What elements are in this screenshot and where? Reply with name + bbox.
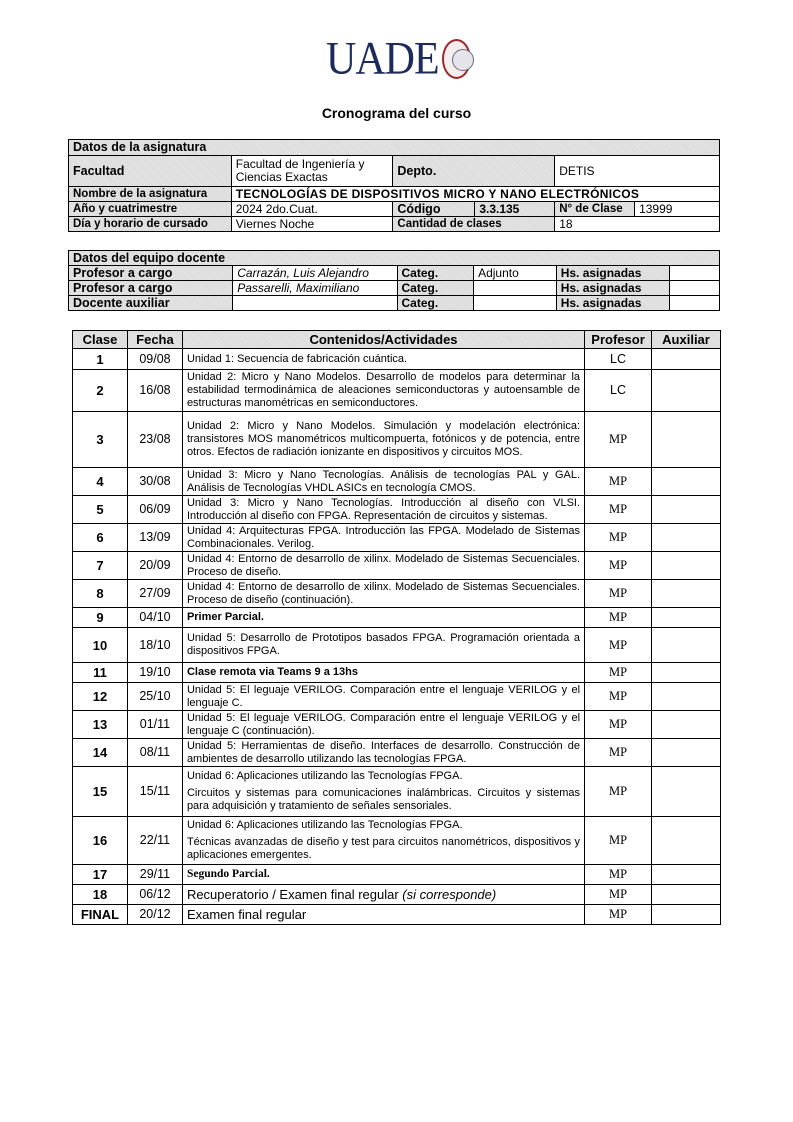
auxiliar [652, 608, 721, 628]
fecha: 18/10 [127, 628, 182, 663]
contenido-text: Recuperatorio / Examen final regular [186, 887, 403, 902]
nclase-value: 13999 [635, 202, 720, 217]
profesor: MP [585, 608, 652, 628]
clase-number: 15 [73, 767, 128, 817]
auxiliar [652, 412, 721, 468]
codigo-value: 3.3.135 [475, 202, 555, 217]
profesor: MP [585, 683, 652, 711]
profesor: MP [585, 865, 652, 885]
hs-label: Hs. asignadas [556, 266, 669, 281]
profesor: MP [585, 739, 652, 767]
header-auxiliar: Auxiliar [652, 331, 721, 349]
profesor: MP [585, 524, 652, 552]
table-row [73, 817, 721, 865]
contenido: Examen final regular [182, 905, 584, 925]
header-contenidos: Contenidos/Actividades [182, 331, 584, 349]
profesor: MP [585, 711, 652, 739]
fecha: 23/08 [127, 412, 182, 468]
auxiliar [652, 767, 721, 817]
fecha: 13/09 [127, 524, 182, 552]
categ-label: Categ. [397, 296, 474, 311]
hs-value [669, 281, 719, 296]
contenido: Unidad 4: Entorno de desarrollo de xilinx. Modelado de Sistemas Secuenciales. Proceso de diseño. [182, 552, 584, 580]
fecha: 22/11 [127, 817, 182, 865]
contenido [182, 817, 584, 865]
table-row [73, 496, 721, 524]
depto-value: DETIS [555, 156, 720, 187]
profesor: MP [585, 663, 652, 683]
categ-value [474, 296, 557, 311]
profesor: LC [585, 349, 652, 370]
header-clase: Clase [73, 331, 128, 349]
facultad-value: Facultad de Ingeniería y Ciencias Exactas [231, 156, 393, 187]
table-row [73, 711, 721, 739]
contenido: Unidad 4: Arquitecturas FPGA. Introducción las FPGA. Modelado de Sistemas Combinacionales. Verilog. [182, 524, 584, 552]
facultad-label: Facultad [69, 156, 232, 187]
fecha: 09/08 [127, 349, 182, 370]
nombre-label: Nombre de la asignatura [69, 187, 232, 202]
subject-data-table [68, 139, 720, 232]
clase-number: 9 [73, 608, 128, 628]
role-label: Profesor a cargo [69, 281, 233, 296]
categ-value [474, 281, 557, 296]
table-row [73, 663, 721, 683]
fecha: 20/09 [127, 552, 182, 580]
clase-number: 10 [73, 628, 128, 663]
table-row [73, 580, 721, 608]
clase-number: 5 [73, 496, 128, 524]
contenido: Unidad 2: Micro y Nano Modelos. Desarrollo de modelos para determinar la estabilidad termodinámica de aleaciones semiconductoras y autoensamble de estructuras manométricas en semiconductores. [182, 370, 584, 412]
teacher-name: Carrazán, Luis Alejandro [233, 266, 397, 281]
table-row [73, 767, 721, 817]
fecha: 25/10 [127, 683, 182, 711]
contenido-line-1: Unidad 6: Aplicaciones utilizando las Tecnologías FPGA. [186, 819, 463, 831]
depto-label: Depto. [393, 156, 555, 187]
categ-label: Categ. [397, 266, 474, 281]
clase-number: 16 [73, 817, 128, 865]
clase-number: 4 [73, 468, 128, 496]
profesor: MP [585, 905, 652, 925]
clase-number: 6 [73, 524, 128, 552]
profesor: MP [585, 628, 652, 663]
fecha: 20/12 [127, 905, 182, 925]
contenido-line-1: Unidad 6: Aplicaciones utilizando las Tecnologías FPGA. [186, 770, 463, 782]
table-row [73, 885, 721, 905]
contenido-line-2: Técnicas avanzadas de diseño y test para circuitos nanométricos, dispositivos y aplicaciones emergentes. [186, 836, 581, 861]
anio-value: 2024 2do.Cuat. [231, 202, 393, 217]
auxiliar [652, 524, 721, 552]
fecha: 27/09 [127, 580, 182, 608]
auxiliar [652, 885, 721, 905]
hs-value [669, 266, 719, 281]
teaching-team-table [68, 250, 720, 311]
table-row [73, 552, 721, 580]
contenido: Unidad 2: Micro y Nano Modelos. Simulación y modelación electrónica: transistores MOS manométricos multicompuerta, fotónicos y de potencia, entre otros. Efectos de radiación ionizante en dispositivos y circuitos MOS. [182, 412, 584, 468]
clase-number: FINAL [73, 905, 128, 925]
nclase-label: N° de Clase [555, 202, 635, 217]
table-row [73, 412, 721, 468]
table-row [73, 628, 721, 663]
nombre-value: TECNOLOGÍAS DE DISPOSITIVOS MICRO Y NANO ELECTRÓNICOS [231, 187, 719, 202]
horario-value: Viernes Noche [231, 217, 393, 232]
auxiliar [652, 580, 721, 608]
fecha: 15/11 [127, 767, 182, 817]
hs-value [669, 296, 719, 311]
profesor: MP [585, 885, 652, 905]
categ-value: Adjunto [474, 266, 557, 281]
contenido-italic: (si corresponde) [402, 887, 497, 902]
fecha: 01/11 [127, 711, 182, 739]
contenido: Segundo Parcial. [182, 865, 584, 885]
contenido: Unidad 1: Secuencia de fabricación cuántica. [182, 349, 584, 370]
fecha: 04/10 [127, 608, 182, 628]
team-row [69, 281, 720, 296]
hs-label: Hs. asignadas [556, 296, 669, 311]
cantidad-value: 18 [555, 217, 720, 232]
profesor: MP [585, 767, 652, 817]
fecha: 06/09 [127, 496, 182, 524]
header-profesor: Profesor [585, 331, 652, 349]
horario-label: Día y horario de cursado [69, 217, 232, 232]
profesor: MP [585, 580, 652, 608]
uade-logo [326, 30, 471, 88]
fecha: 08/11 [127, 739, 182, 767]
table-row [73, 683, 721, 711]
cantidad-label: Cantidad de clases [393, 217, 555, 232]
logo-text: UADE [326, 33, 439, 85]
profesor: MP [585, 468, 652, 496]
auxiliar [652, 370, 721, 412]
schedule-table [72, 330, 721, 925]
hs-label: Hs. asignadas [556, 281, 669, 296]
section-title: Datos del equipo docente [69, 251, 720, 266]
header-fecha: Fecha [127, 331, 182, 349]
fecha: 19/10 [127, 663, 182, 683]
contenido: Unidad 5: El leguaje VERILOG. Comparación entre el lenguaje VERILOG y el lenguaje C. [182, 683, 584, 711]
table-row [73, 468, 721, 496]
table-row [73, 905, 721, 925]
auxiliar [652, 663, 721, 683]
contenido: Unidad 5: El leguaje VERILOG. Comparación entre el lenguaje VERILOG y el lenguaje C (continuación). [182, 711, 584, 739]
profesor: MP [585, 496, 652, 524]
university-seal-icon [442, 39, 471, 79]
section-title: Datos de la asignatura [69, 140, 720, 156]
codigo-label: Código [393, 202, 475, 217]
fecha: 29/11 [127, 865, 182, 885]
clase-number: 7 [73, 552, 128, 580]
auxiliar [652, 817, 721, 865]
clase-number: 18 [73, 885, 128, 905]
table-row [73, 865, 721, 885]
contenido [182, 767, 584, 817]
contenido: Unidad 3: Micro y Nano Tecnologías. Análisis de tecnologías PAL y GAL. Análisis de Tecnologías VHDL ASICs en tecnología CMOS. [182, 468, 584, 496]
auxiliar [652, 739, 721, 767]
auxiliar [652, 552, 721, 580]
table-row [73, 524, 721, 552]
table-row [73, 370, 721, 412]
clase-number: 1 [73, 349, 128, 370]
auxiliar [652, 711, 721, 739]
auxiliar [652, 628, 721, 663]
fecha: 06/12 [127, 885, 182, 905]
fecha: 30/08 [127, 468, 182, 496]
clase-number: 3 [73, 412, 128, 468]
clase-number: 2 [73, 370, 128, 412]
anio-label: Año y cuatrimestre [69, 202, 232, 217]
table-row [73, 349, 721, 370]
contenido: Unidad 3: Micro y Nano Tecnologías. Introducción al diseño con VLSI. Introducción al diseño con FPGA. Representación de circuitos y sistemas. [182, 496, 584, 524]
table-row [73, 739, 721, 767]
clase-number: 14 [73, 739, 128, 767]
categ-label: Categ. [397, 281, 474, 296]
clase-number: 12 [73, 683, 128, 711]
auxiliar [652, 683, 721, 711]
team-row [69, 296, 720, 311]
contenido: Unidad 5: Herramientas de diseño. Interfaces de desarrollo. Construcción de ambientes de desarrollo utilizando las tecnologías FPGA. [182, 739, 584, 767]
team-row [69, 266, 720, 281]
contenido-line-2: Circuitos y sistemas para comunicaciones inalámbricas. Circuitos y sistemas para adquisición y tratamiento de señales sensoriales. [186, 787, 581, 812]
clase-number: 8 [73, 580, 128, 608]
auxiliar [652, 468, 721, 496]
profesor: MP [585, 817, 652, 865]
teacher-name [233, 296, 397, 311]
auxiliar [652, 496, 721, 524]
profesor: MP [585, 552, 652, 580]
teacher-name: Passarelli, Maximiliano [233, 281, 397, 296]
contenido: Unidad 4: Entorno de desarrollo de xilinx. Modelado de Sistemas Secuenciales. Proceso de diseño (continuación). [182, 580, 584, 608]
role-label: Profesor a cargo [69, 266, 233, 281]
role-label: Docente auxiliar [69, 296, 233, 311]
contenido [182, 885, 584, 905]
contenido: Primer Parcial. [182, 608, 584, 628]
clase-number: 13 [73, 711, 128, 739]
page-title: Cronograma del curso [321, 105, 472, 121]
profesor: MP [585, 412, 652, 468]
auxiliar [652, 349, 721, 370]
auxiliar [652, 865, 721, 885]
clase-number: 17 [73, 865, 128, 885]
auxiliar [652, 905, 721, 925]
contenido: Clase remota via Teams 9 a 13hs [182, 663, 584, 683]
fecha: 16/08 [127, 370, 182, 412]
table-row [73, 608, 721, 628]
contenido: Unidad 5: Desarrollo de Prototipos basados FPGA. Programación orientada a dispositivos FPGA. [182, 628, 584, 663]
profesor: LC [585, 370, 652, 412]
clase-number: 11 [73, 663, 128, 683]
